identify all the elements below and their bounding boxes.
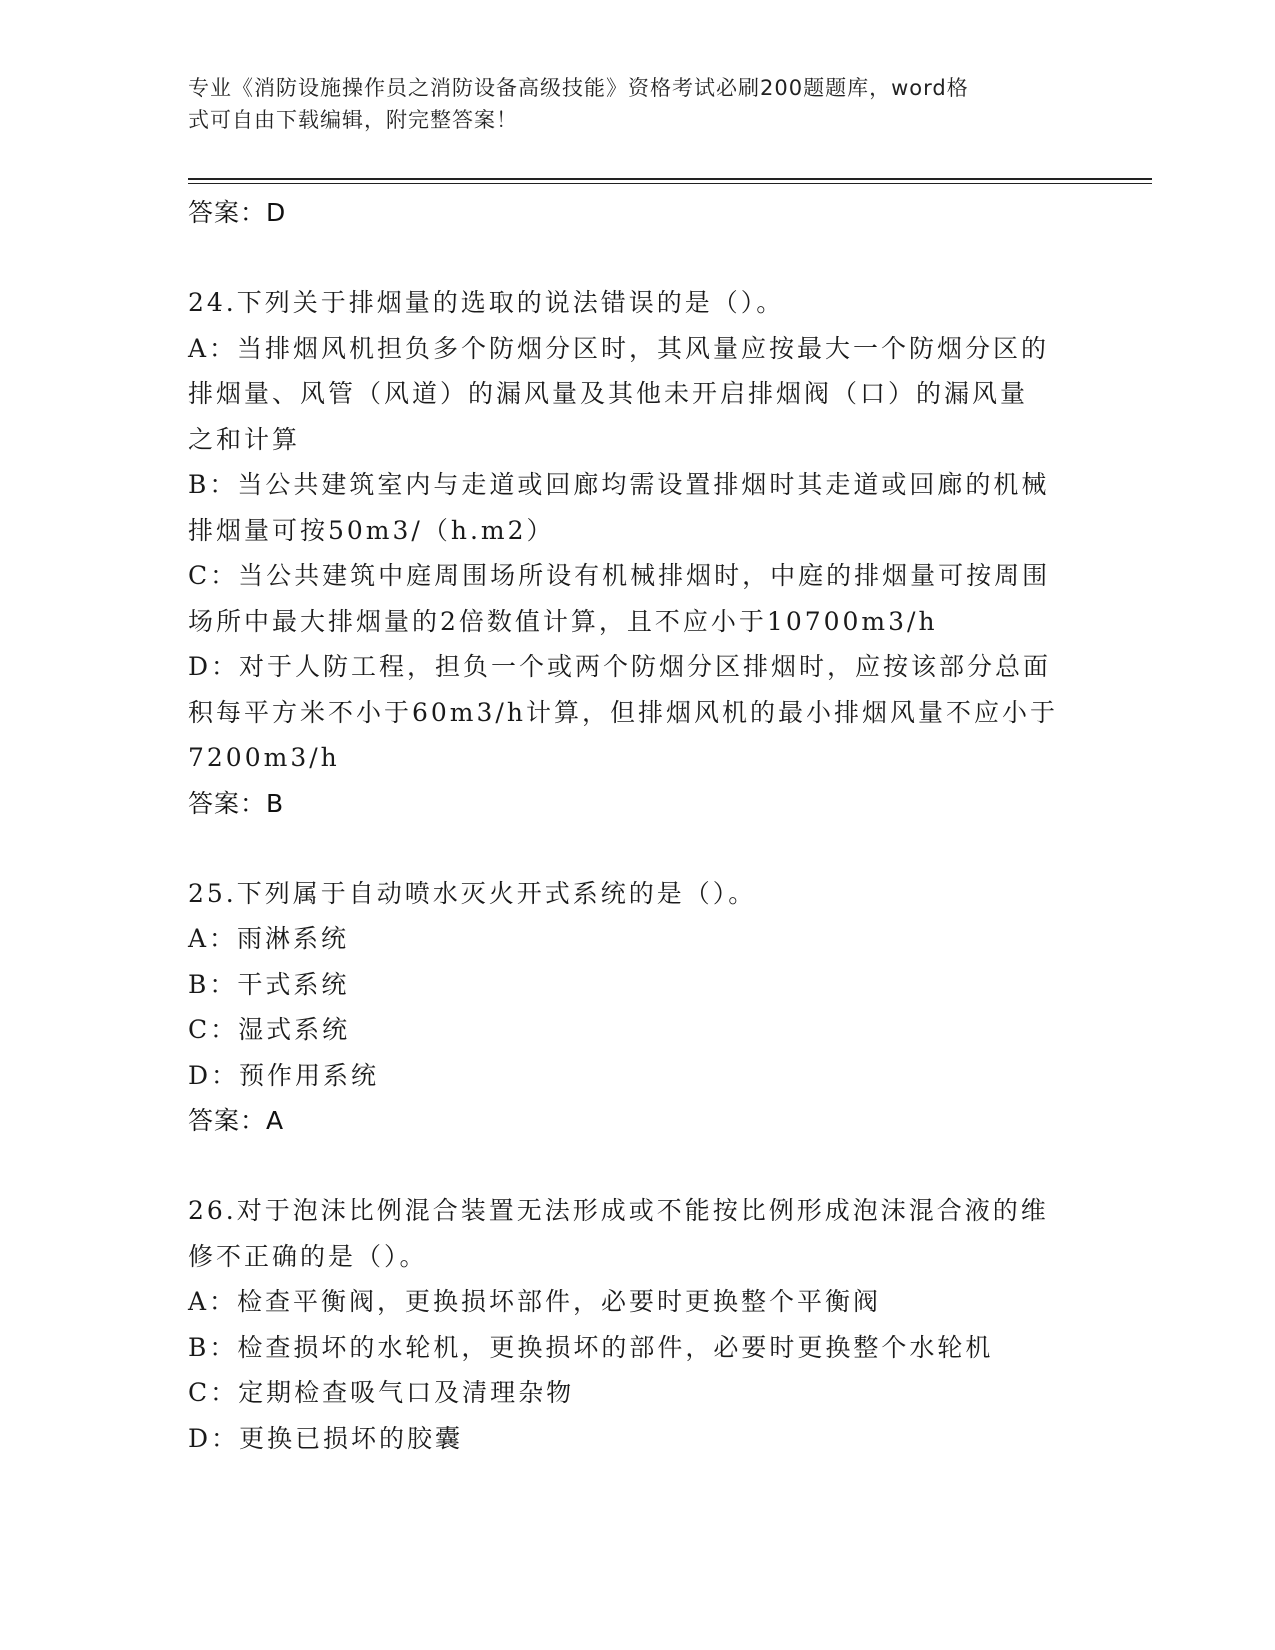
spacer [188, 827, 1088, 871]
option-a-cont: 之和计算 [188, 424, 301, 454]
page-header [188, 72, 1068, 136]
option-b-cont: 排烟量可按50m3/（h.m2） [188, 515, 555, 545]
spacer [188, 1144, 1088, 1188]
header-rule-thick [188, 178, 1152, 180]
option-b: B：当公共建筑室内与走道或回廊均需设置排烟时其走道或回廊的机械 [188, 470, 1050, 499]
option-b: B：干式系统 [188, 969, 350, 999]
question-25 [188, 871, 1088, 1145]
header-rule-thin [188, 183, 1152, 184]
option-d: D：预作用系统 [188, 1060, 380, 1090]
question-stem-cont: 修不正确的是（）。 [188, 1241, 428, 1271]
option-d: D：对于人防工程，担负一个或两个防烟分区排烟时，应按该部分总面 [188, 652, 1052, 681]
spacer [188, 236, 1088, 280]
option-c-cont: 场所中最大排烟量的2倍数值计算，且不应小于10700m3/h [188, 606, 938, 636]
option-a-cont: 排烟量、风管（风道）的漏风量及其他未开启排烟阀（口）的漏风量 [188, 379, 1029, 408]
option-c: C：定期检查吸气口及清理杂物 [188, 1378, 575, 1407]
option-c: C：湿式系统 [188, 1015, 351, 1044]
option-d-cont: 7200m3/h [188, 743, 340, 772]
option-d: D：更换已损坏的胶囊 [188, 1423, 464, 1453]
answer: 答案：A [188, 1106, 285, 1135]
answer: 答案：B [188, 788, 285, 818]
header-line-1: 专业《消防设施操作员之消防设备高级技能》资格考试必刷200题题库，word格 [188, 76, 969, 100]
previous-answer: 答案：D [188, 198, 287, 227]
question-stem: 26.对于泡沫比例混合装置无法形成或不能按比例形成泡沫混合液的维 [188, 1196, 1049, 1225]
question-stem: 25.下列属于自动喷水灭火开式系统的是（）。 [188, 878, 757, 908]
question-stem: 24.下列关于排烟量的选取的说法错误的是（）。 [188, 288, 785, 317]
question-24 [188, 280, 1088, 827]
option-a: A：雨淋系统 [188, 924, 350, 953]
option-a: A：检查平衡阀，更换损坏部件，必要时更换整个平衡阀 [188, 1287, 882, 1316]
option-a: A：当排烟风机担负多个防烟分区时，其风量应按最大一个防烟分区的 [188, 333, 1050, 363]
header-line-2: 式可自由下载编辑，附完整答案！ [188, 108, 518, 132]
option-b: B：检查损坏的水轮机，更换损坏的部件，必要时更换整个水轮机 [188, 1332, 994, 1362]
question-26 [188, 1188, 1088, 1461]
option-c: C：当公共建筑中庭周围场所设有机械排烟时，中庭的排烟量可按周围 [188, 561, 1051, 590]
option-d-cont: 积每平方米不小于60m3/h计算，但排烟风机的最小排烟风量不应小于 [188, 697, 1058, 727]
question-content [188, 190, 1088, 1461]
